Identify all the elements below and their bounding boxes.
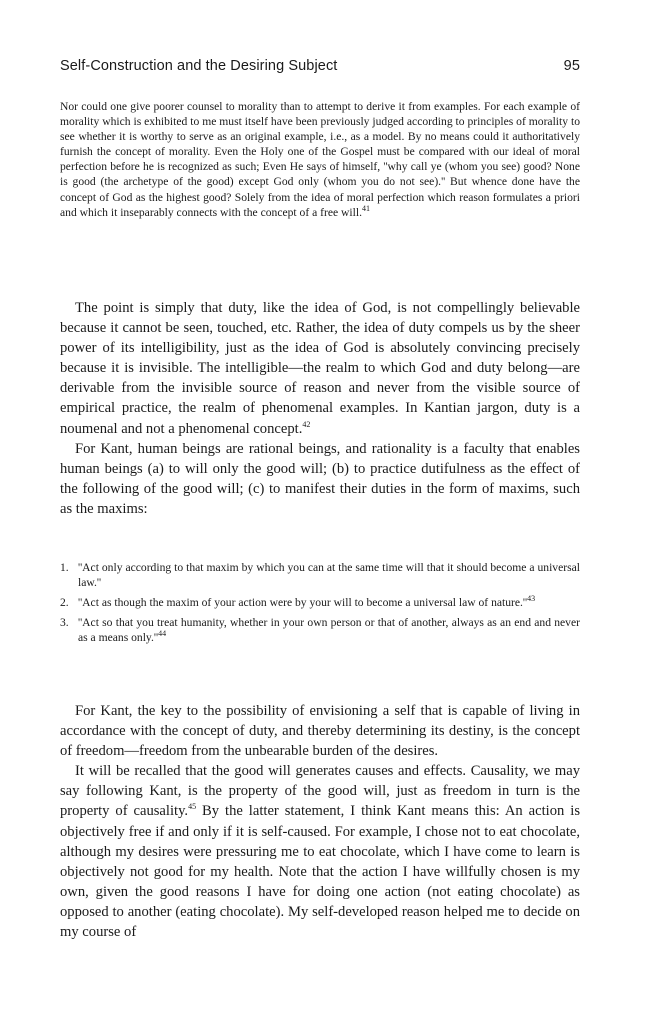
paragraph-text-continued: By the latter statement, I think Kant means this: An action is objectively free if and only if it is self-caused. For example, I chose not to eat chocolate, although my desires were pressuring me to eat chocolate, which I have come to learn is objectively not good for my health. Note that the action I have willfully chosen is my own, given the good reasons I have for doing one action (not eating chocolate) as opposed to another (eating chocolate). My self-developed reason helped me to decide on my course of — [60, 803, 580, 941]
paragraph-text: The point is simply that duty, like the idea of God, is not compellingly believable because it cannot be seen, touched, etc. Rather, the idea of duty compels us by the sheer power of its intelligibility, just as the idea of God is absolutely convincing precisely because it is invisible. The intelligible—the realm to which God and duty belong—are derivable from the invisible source of reason and never from the visible source of empirical practice, the realm of phenomenal examples. In Kantian jargon, duty is a noumenal and not a phenomenal concept. — [60, 300, 580, 437]
page-number: 95 — [563, 58, 580, 74]
list-item — [60, 595, 580, 610]
maxim-text: ''Act as though the maxim of your action were by your will to become a universal law of $nature.''^{43}$ — [78, 594, 536, 610]
maxim-number: 1. — [60, 561, 69, 574]
maxims-list — [60, 560, 580, 650]
block-quote — [60, 99, 580, 220]
footnote-ref-42: 42 — [302, 419, 311, 429]
quote-text: Nor could one give poorer counsel to morality than to attempt to derive it from examples. For each example of morality which is exhibited to me must itself have been previously judged according to principles of morality to see whether it is worthy to serve as an original example, i.e., as a model. By no means could it authoritatively furnish the concept of morality. Even the Holy one of the Gospel must be compared with our ideal of moral perfection before he is recognized as such; Even He says of himself, ''why call ye (whom you see) good? None is good (the archetype of the good) except God only (whom you do not see).'' But whence done have the concept of God as the highest good? Solely from the idea of moral perfection which reason formulates a priori and which it inseparably connects with the concept of a free will. — [60, 100, 580, 219]
paragraph-freedom — [60, 701, 580, 761]
maxim-text: ''Act so that you treat humanity, whether in your own person or that of another, always as an end and never as a means $only.''^{44}$ — [78, 616, 580, 645]
paragraph-causality — [60, 761, 580, 942]
running-head — [60, 58, 580, 74]
maxim-number: 2. — [60, 596, 69, 610]
paragraph-rational-beings — [60, 439, 580, 519]
maxim-number: 3. — [60, 616, 69, 630]
paragraph-text: For Kant, the key to the possibility of envisioning a self that is capable of living in accordance with the concept of duty, and thereby determining its destiny, is the concept of freedom—freedom from the unbearable burden of the desires. — [60, 703, 580, 760]
list-item — [60, 615, 580, 645]
footnote-ref-45: 45 — [188, 802, 197, 812]
list-item — [60, 560, 580, 590]
footnote-ref-41: 41 — [361, 203, 370, 213]
chapter-title: Self-Construction and the Desiring Subject — [60, 58, 338, 74]
paragraph-text: It will be recalled that the good will generates causes and effects. Causality, we may say following Kant, is the property of the good will, just as freedom in turn is the property of causality. — [60, 763, 580, 820]
paragraph-text: For Kant, human beings are rational beings, and rationality is a faculty that enables human beings (a) to will only the good will; (b) to practice dutifulness as the effect of the following of the good will; (c) to manifest their duties in the form of maxims, such as the maxims: — [60, 440, 580, 517]
footnote-ref-43: 43 — [527, 594, 536, 604]
footnote-ref-44: 44 — [158, 629, 167, 639]
maxim-text: ''Act only according to that maxim by which you can at the same time will that it should become a universal law.'' — [78, 561, 580, 590]
body-text-1 — [60, 298, 580, 519]
paragraph-duty — [60, 298, 580, 439]
body-text-2 — [60, 701, 580, 942]
